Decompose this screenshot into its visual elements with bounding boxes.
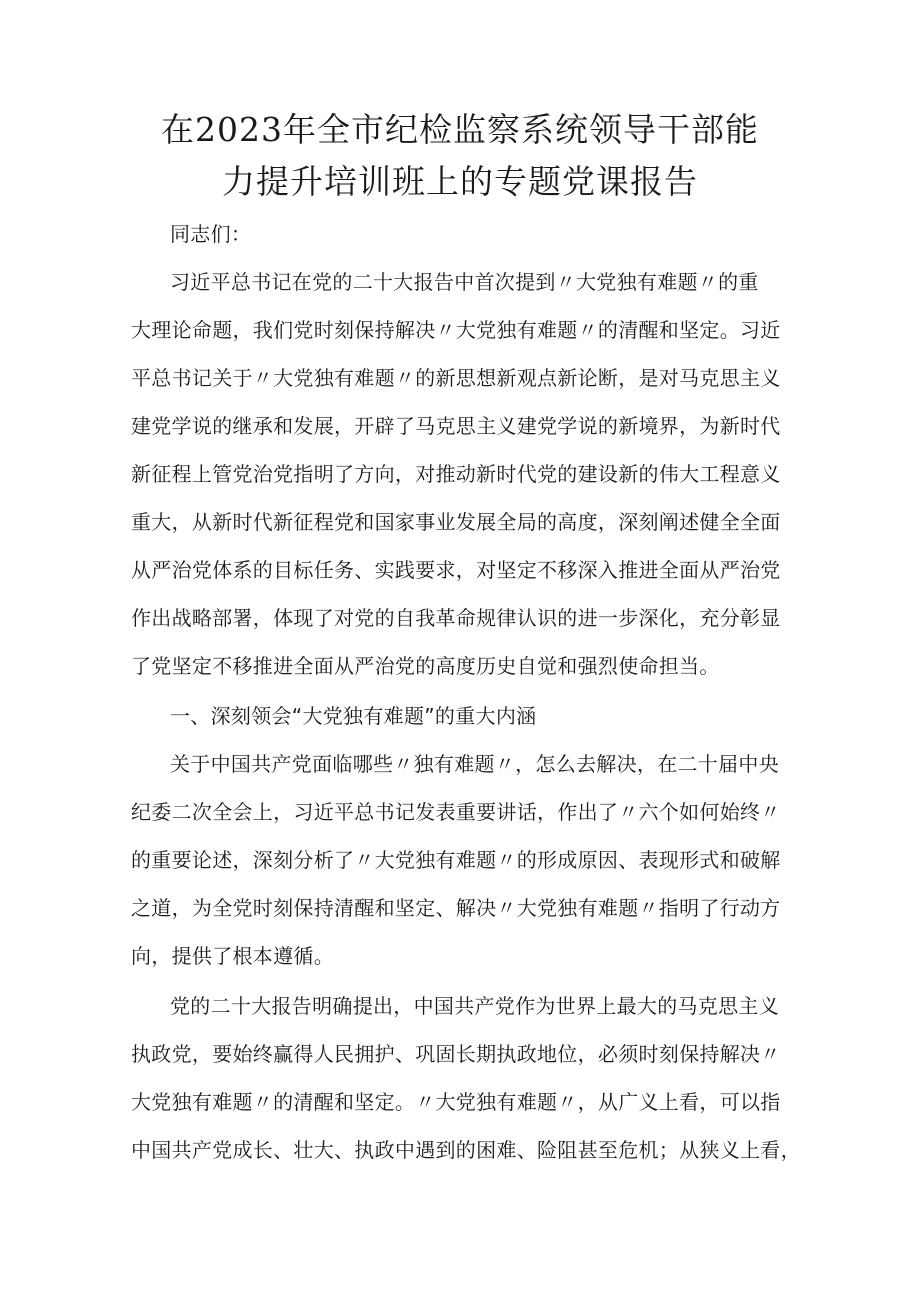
document-title-line-1: 在2023年全市纪检监察系统领导干部能: [161, 110, 759, 149]
salutation: 同志们：: [170, 222, 252, 246]
paragraph-2-line: 之道，为全党时刻保持清醒和坚定、解决〃大党独有难题〃指明了行动方: [131, 896, 781, 920]
paragraph-2-line: 的重要论述，深刻分析了〃大党独有难题〃的形成原因、表现形式和破解: [131, 848, 781, 872]
paragraph-1-line: 新征程上管党治党指明了方向，对推动新时代党的建设新的伟大工程意义: [131, 462, 781, 486]
paragraph-3-line: 执政党，要始终赢得人民拥护、巩固长期执政地位，必须时刻保持解决〃: [131, 1042, 781, 1066]
paragraph-1-line: 建党学说的继承和发展，开辟了马克思主义建党学说的新境界，为新时代: [131, 414, 781, 438]
paragraph-2-line: 纪委二次全会上，习近平总书记发表重要讲话，作出了〃六个如何始终〃: [131, 800, 781, 824]
paragraph-3-line: 党的二十大报告明确提出，中国共产党作为世界上最大的马克思主义: [170, 994, 779, 1018]
paragraph-2-line: 关于中国共产党面临哪些〃独有难题〃，怎么去解决，在二十届中央: [170, 752, 779, 776]
paragraph-3-line: 大党独有难题〃的清醒和坚定。〃大党独有难题〃，从广义上看，可以指: [131, 1090, 781, 1114]
paragraph-1-line: 平总书记关于〃大党独有难题〃的新思想新观点新论断，是对马克思主义: [131, 366, 781, 390]
paragraph-1-line: 从严治党体系的目标任务、实践要求，对坚定不移深入推进全面从严治党: [131, 558, 781, 582]
paragraph-2-line: 向，提供了根本遵循。: [131, 944, 334, 968]
paragraph-1-line: 习近平总书记在党的二十大报告中首次提到〃大党独有难题〃的重: [170, 270, 759, 294]
paragraph-1-line: 重大，从新时代新征程党和国家事业发展全局的高度，深刻阐述健全全面: [131, 510, 781, 534]
document-title-line-2: 力提升培训班上的专题党课报告: [222, 162, 698, 201]
paragraph-1-line: 大理论命题，我们党时刻保持解决〃大党独有难题〃的清醒和坚定。习近: [131, 318, 781, 342]
section-heading-1: 一、深刻领会“大党独有难题”的重大内涵: [170, 704, 537, 728]
paragraph-1-line: 了党坚定不移推进全面从严治党的高度历史自觉和强烈使命担当。: [131, 654, 720, 678]
paragraph-1-line: 作出战略部署，体现了对党的自我革命规律认识的进一步深化，充分彰显: [131, 606, 781, 630]
paragraph-3-line: 中国共产党成长、壮大、执政中遇到的困难、险阻甚至危机；从狭义上看，: [131, 1138, 801, 1162]
